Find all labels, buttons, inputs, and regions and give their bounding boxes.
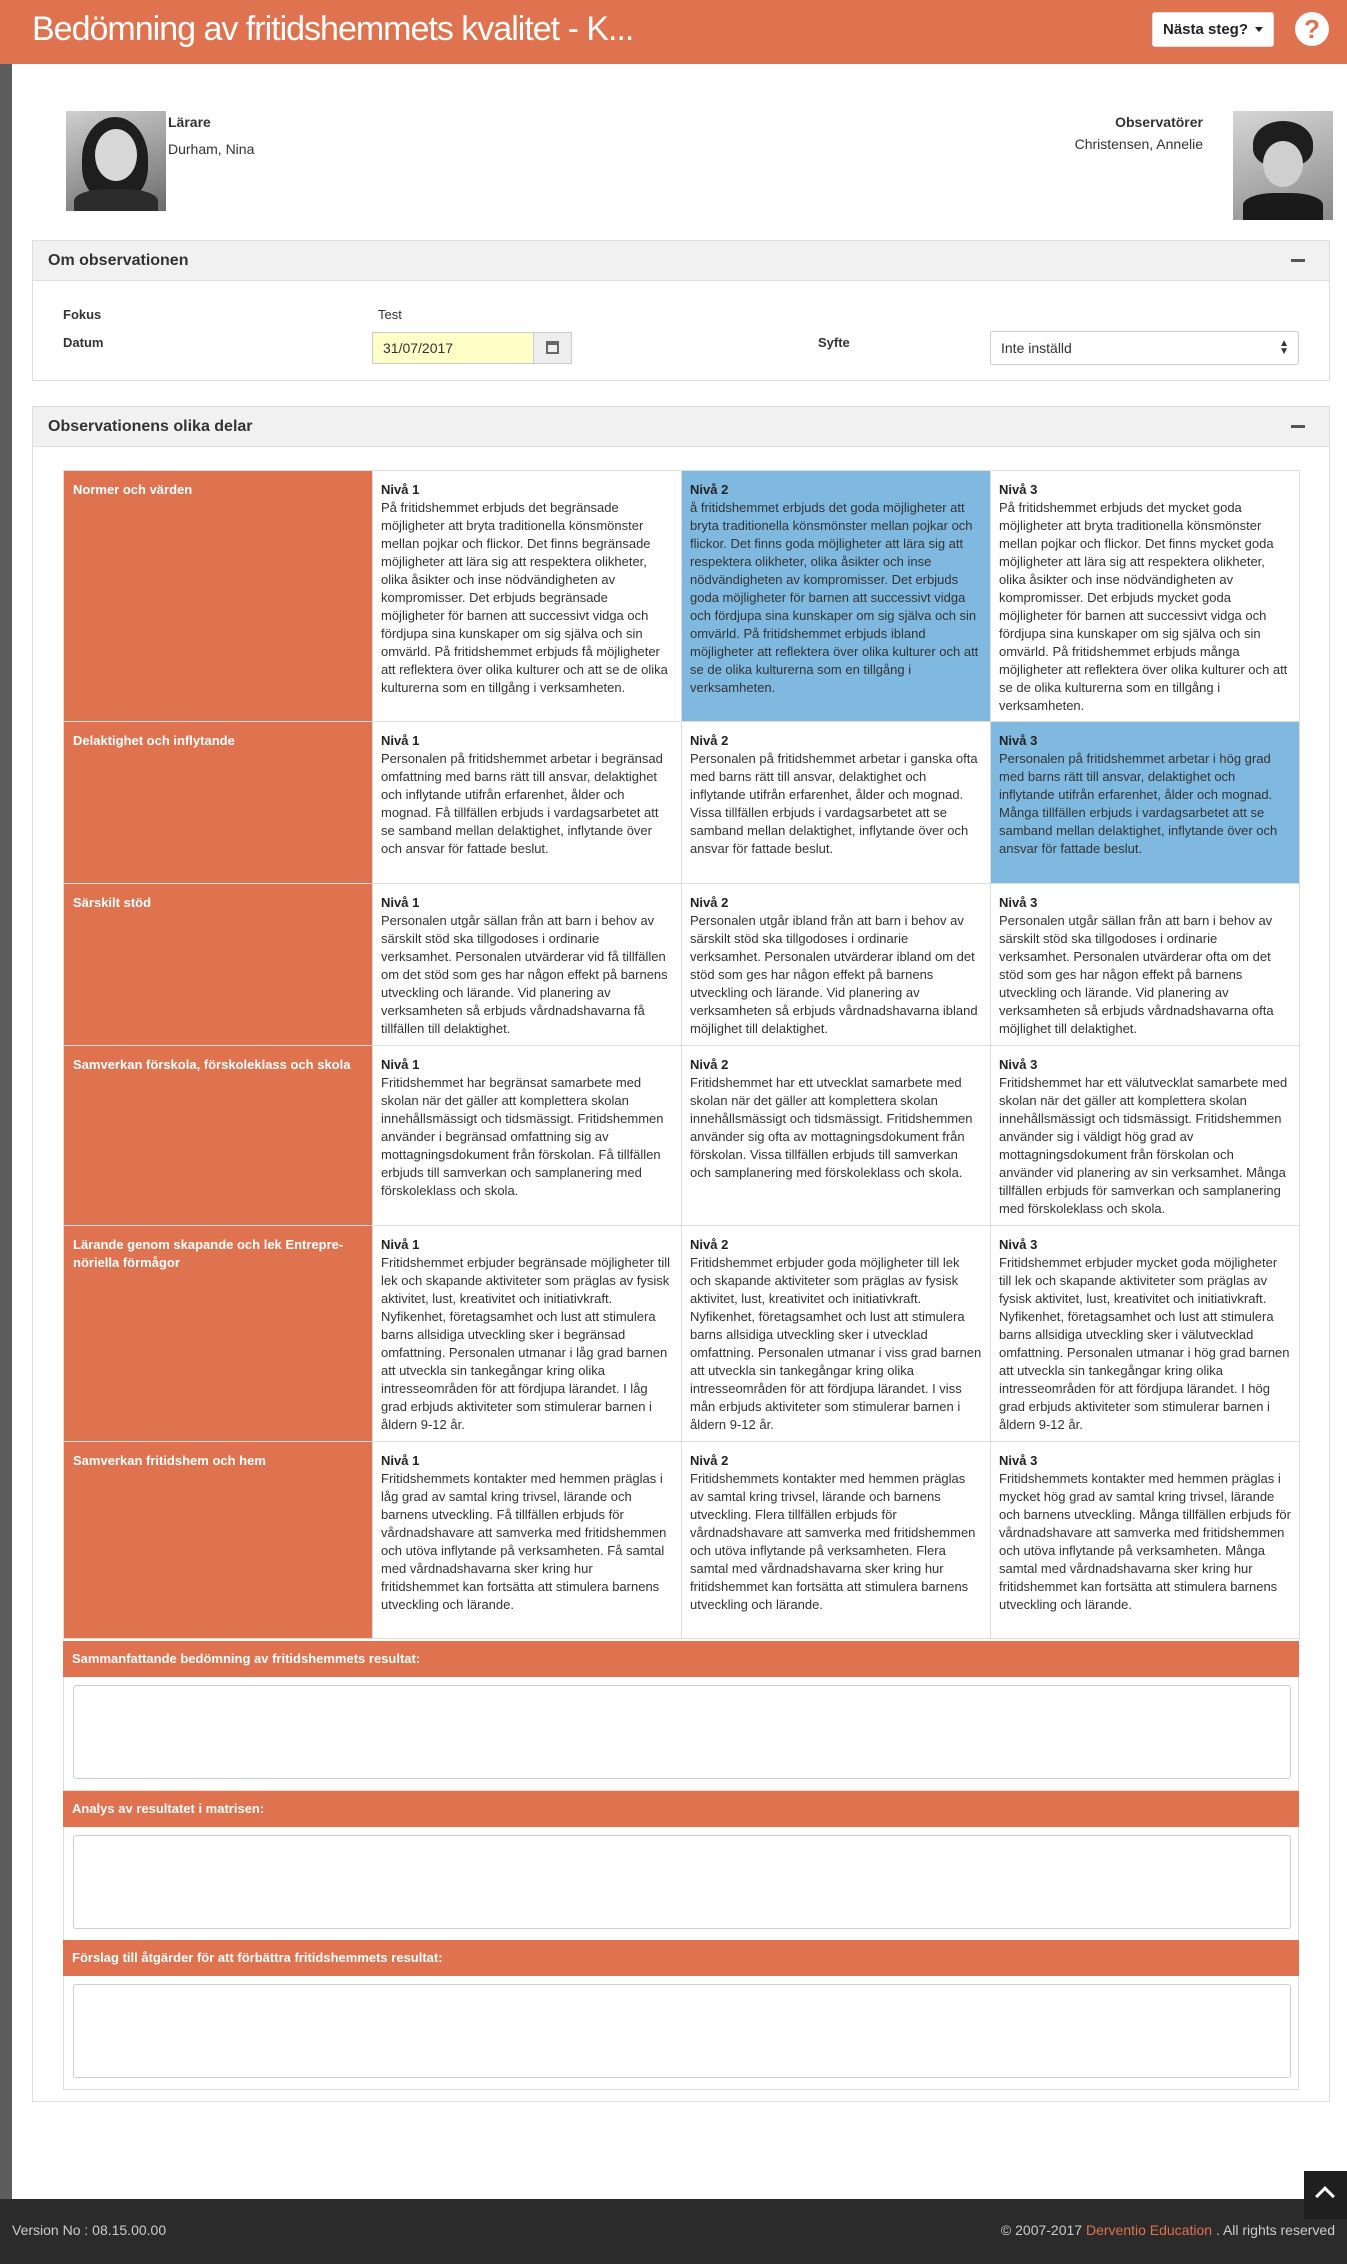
level-label: Nivå 3 — [999, 1057, 1038, 1072]
top-bar — [0, 0, 1347, 64]
matrix-category: Samverkan fritidshem och hem — [64, 1442, 373, 1639]
level-label: Nivå 3 — [999, 895, 1038, 910]
level-cell[interactable] — [991, 1226, 1300, 1442]
about-panel-title: Om observationen — [48, 252, 189, 269]
level-cell[interactable] — [373, 471, 682, 722]
observer-avatar — [1233, 111, 1333, 220]
calendar-button[interactable] — [534, 333, 571, 363]
level-description: Personalen utgår sällan från att barn i behov av särskilt stöd ska tillgodoses i ordinarie verksamhet. Personalen utvärderar vid få tillfällen om det stöd som ges har någon effekt på barnens utveckling och lärande. Vid planering av verksamheten så erbjuds vårdnadshavarna få tillfällen till delaktighet. — [381, 913, 668, 1036]
analysis-label: Analys av resultatet i matrisen: — [63, 1791, 1299, 1827]
summary-area — [63, 1677, 1299, 1791]
rights-text: . All rights reserved — [1215, 2222, 1335, 2238]
level-label: Nivå 3 — [999, 733, 1038, 748]
level-label: Nivå 2 — [690, 1057, 729, 1072]
level-description: Fritidshemmets kontakter med hemmen präglas i mycket hög grad av samtal kring trivsel, lärande och barnens utveckling. Många tillfällen erbjuds för vårdnadshavare att samverka med fritidshemmen och utöva inflytande på verksamheten. Många samtal med vårdnadshavarna sker kring hur fritidshemmet kan fortsätta att stimulera barnens utveckling och lärande. — [999, 1471, 1291, 1612]
level-cell[interactable] — [373, 1442, 682, 1639]
level-cell[interactable] — [373, 1226, 682, 1442]
level-label: Nivå 2 — [690, 895, 729, 910]
level-label: Nivå 2 — [690, 1453, 729, 1468]
proposals-area — [63, 1976, 1299, 2090]
level-description: å fritidshemmet erbjuds det goda möjligheter att bryta traditionella könsmönster mellan pojkar och flickor. Det finns goda möjligheter att lära sig att respektera olikheter, olika åsikter och inse nödvändigheten av kompromisser. Det erbjuds goda möjligheter för barnen att successivt vidga och fördjupa sina kunskaper om sig själva och sin omvärld. På fritidshemmet erbjuds ibland möjligheter att reflektera över olika kulturer och att se de olika kulturerna som en tillgång i verksamheten. — [690, 500, 979, 695]
matrix-row — [64, 1226, 1300, 1442]
matrix-row — [64, 884, 1300, 1046]
matrix-row — [64, 722, 1300, 884]
level-label: Nivå 3 — [999, 1237, 1038, 1252]
level-cell[interactable] — [991, 471, 1300, 722]
level-cell[interactable] — [682, 1046, 991, 1226]
matrix-row — [64, 471, 1300, 722]
level-cell-selected[interactable] — [682, 471, 991, 722]
date-picker — [372, 332, 572, 364]
level-label: Nivå 1 — [381, 733, 420, 748]
purpose-selected-value: Inte inställd — [1001, 340, 1072, 356]
level-label: Nivå 1 — [381, 895, 420, 910]
copyright-year: © 2007-2017 — [1000, 2222, 1083, 2238]
page-title: Bedömning av fritidshemmets kvalitet - K... — [32, 10, 634, 48]
left-edge-strip — [0, 64, 12, 2199]
level-description: Fritidshemmet har ett välutvecklat samarbete med skolan när det gäller att komplettera skolan innehållsmässigt och tidsmässigt. Fritidshemmen använder sig i väldigt hög grad av mottagningsdokument från förskolan och använder vid planering av sin verksamhet. Många tillfällen erbjuds för samverkan och samplanering med förskoleklass och skola. — [999, 1075, 1288, 1216]
parts-panel-title: Observationens olika delar — [48, 418, 253, 435]
level-cell[interactable] — [682, 1226, 991, 1442]
level-cell[interactable] — [373, 884, 682, 1046]
level-description: På fritidshemmet erbjuds det mycket goda möjligheter att bryta traditionella könsmönster mellan pojkar och flickor. Det finns mycket goda möjligheter att lära sig att respektera olikheter, olika åsikter och inse nödvändigheten av kompromisser. Det erbjuds mycket goda möjligheter för barnen att successivt vidga och fördjupa sina kunskaper om sig själva och sin omvärld. På fritidshemmet erbjuds många möjligheter att reflektera över olika kulturer och att se de olika kulturerna som en tillgång i verksamheten. — [999, 500, 1288, 713]
purpose-label: Syfte — [818, 335, 850, 350]
calendar-icon — [546, 341, 559, 354]
level-description: På fritidshemmet erbjuds det begränsade möjligheter att bryta traditionella könsmönster mellan pojkar och flickor. Det finns begränsade möjligheter att lära sig att respektera olikheter, olika åsikter och inse nödvändigheten av kompromisser. Det erbjuds begränsade möjligheter för barnen att successivt vidga och fördjupa sina kunskaper om sig själva och sin omvärld. På fritidshemmet erbjuds få möjligheter att reflektera över olika kulturer och att se de olika kulturerna som en tillgång i verksamheten. — [381, 500, 668, 695]
level-label: Nivå 2 — [690, 733, 729, 748]
about-panel-header[interactable] — [33, 241, 1329, 281]
level-description: Fritidshemmet erbjuder begränsade möjligheter till lek och skapande aktiviteter som präglas av fysisk aktivitet, lust, kreativitet och initiativkraft. Nyfikenhet, företagsamhet och lust att stimulera barns allsidiga utveckling sker i begränsad omfattning. Personalen utmanar i låg grad barnen att utveckla sin tankegångar kring olika intresseområden för att fördjupa lärandet. I låg grad erbjuds aktiviteter som stimulerar barnen i åldern 9-12 år. — [381, 1255, 671, 1432]
date-field[interactable] — [373, 333, 534, 363]
matrix-row — [64, 1442, 1300, 1639]
level-description: Personalen på fritidshemmet arbetar i begränsad omfattning med barns rätt till ansvar, delaktighet och inflytande utifrån erfarenhet, ålder och mognad. Få tillfällen erbjuds i vardagsarbetet att se samband mellan delaktighet, inflytande över och ansvar för fattade beslut. — [381, 751, 663, 856]
level-label: Nivå 1 — [381, 1057, 420, 1072]
level-description: Fritidshemmet har begränsat samarbete med skolan när det gäller att komplettera skolan innehållsmässigt och tidsmässigt. Fritidshemmen använder i begränsad omfattning sig av mottagningsdokument från förskolan. Få tillfällen erbjuds till samverkan och samplanering med förskoleklass och skola. — [381, 1075, 664, 1198]
matrix-category: Delaktighet och inflytande — [64, 722, 373, 884]
proposals-textarea[interactable] — [73, 1984, 1291, 2078]
level-cell[interactable] — [682, 1442, 991, 1639]
focus-value: Test — [378, 307, 402, 322]
analysis-textarea[interactable] — [73, 1835, 1291, 1929]
matrix-category: Särskilt stöd — [64, 884, 373, 1046]
scroll-to-top-button[interactable] — [1304, 2171, 1347, 2219]
matrix-category: Normer och värden — [64, 471, 373, 722]
caret-down-icon — [1255, 27, 1263, 32]
level-cell[interactable] — [373, 722, 682, 884]
focus-label: Fokus — [63, 307, 102, 322]
level-description: Personalen utgår sällan från att barn i behov av särskilt stöd ska tillgodoses i ordinarie verksamhet. Personalen utvärderar ofta om det stöd som ges har någon effekt på barnens utveckling och lärande. Vid planering av verksamheten så erbjuds vårdnadshavarna ofta möjlighet till delaktighet. — [999, 913, 1274, 1036]
level-cell[interactable] — [991, 1046, 1300, 1226]
collapse-icon[interactable] — [1291, 425, 1305, 428]
help-icon[interactable]: ? — [1295, 12, 1329, 46]
summary-label: Sammanfattande bedömning av fritidshemmets resultat: — [63, 1641, 1299, 1677]
matrix-category: Samverkan förskola, förskoleklass och skola — [64, 1046, 373, 1226]
level-cell[interactable] — [991, 1442, 1300, 1639]
matrix-row — [64, 1046, 1300, 1226]
level-cell-selected[interactable] — [991, 722, 1300, 884]
parts-panel-header[interactable] — [33, 407, 1329, 447]
level-description: Fritidshemmet erbjuder goda möjligheter till lek och skapande aktiviteter som präglas av fysisk aktivitet, lust, kreativitet och initiativkraft. Nyfikenhet, företagsamhet och lust att stimulera barns allsidiga utveckling sker i utvecklad omfattning. Personalen utmanar i viss grad barnen att utveckla sin tankegångar kring olika intresseområden för att fördjupa lärandet. I viss mån erbjuds aktiviteter som stimulerar barnen i åldern 9-12 år. — [690, 1255, 982, 1432]
footer — [0, 2199, 1347, 2264]
next-step-label: Nästa steg? — [1162, 21, 1249, 38]
level-cell[interactable] — [682, 722, 991, 884]
teacher-avatar — [66, 111, 166, 211]
level-description: Fritidshemmets kontakter med hemmen präglas av samtal kring trivsel, lärande och barnens utveckling. Flera tillfällen erbjuds för vårdnadshavare att samverka med fritidshemmen och utöva inflytande på verksamheten. Flera samtal med vårdnadshavarna sker kring hur fritidshemmet kan fortsätta att stimulera barnens utveckling och lärande. — [690, 1471, 976, 1612]
copyright-text — [1001, 2222, 1335, 2238]
summary-textarea[interactable] — [73, 1685, 1291, 1779]
teacher-name: Durham, Nina — [168, 141, 255, 157]
level-label: Nivå 3 — [999, 482, 1038, 497]
observer-name: Christensen, Annelie — [1074, 136, 1203, 152]
level-description: Fritidshemmet har ett utvecklat samarbete med skolan när det gäller att komplettera skolan innehållsmässigt och tidsmässigt. Fritidshemmen använder sig ofta av mottagningsdokument från förskolan. Vissa tillfällen erbjuds till samverkan och samplanering med förskoleklass och skola. — [690, 1075, 973, 1180]
level-cell[interactable] — [682, 884, 991, 1046]
rubric-matrix — [63, 470, 1300, 1639]
select-arrows-icon: ▲ ▼ — [1279, 338, 1289, 357]
level-cell[interactable] — [991, 884, 1300, 1046]
brand-link[interactable]: Derventio Education — [1085, 2222, 1213, 2238]
level-label: Nivå 3 — [999, 1453, 1038, 1468]
level-description: Fritidshemmet erbjuder mycket goda möjligheter till lek och skapande aktiviteter som präglas av fysisk aktivitet, lust, kreativitet och initiativkraft. Nyfikenhet, företagsamhet och lust att stimulera barns allsidiga utveckling sker i välutvecklad omfattning. Personalen utmanar i hög grad barnen att utveckla sin tankegångar kring olika intresseområden för att fördjupa lärandet. I hög grad erbjuds aktiviteter som stimulerar barnen i åldern 9-12 år. — [999, 1255, 1290, 1432]
level-description: Personalen utgår ibland från att barn i behov av särskilt stöd ska tillgodoses i ordinarie verksamhet. Personalen utvärderar ibland om det stöd som ges har någon effekt på barnens utveckling och lärande. Vid planering av verksamheten så erbjuds vårdnadshavarna ibland möjlighet till delaktighet. — [690, 913, 978, 1036]
level-description: Personalen på fritidshemmet arbetar i hög grad med barns rätt till ansvar, delaktighet och inflytande utifrån erfarenhet, ålder och mognad. Många tillfällen erbjuds i vardagsarbetet att se samband mellan delaktighet, inflytande över och ansvar för fattade beslut. — [999, 751, 1278, 856]
matrix-category: Lärande genom skapande och lek Entrepre-nöriella förmågor — [64, 1226, 373, 1442]
level-label: Nivå 1 — [381, 1453, 420, 1468]
chevron-up-icon — [1315, 2186, 1335, 2206]
level-description: Personalen på fritidshemmet arbetar i ganska ofta med barns rätt till ansvar, delaktighet och inflytande utifrån erfarenhet, ålder och mognad. Vissa tillfällen erbjuds i vardagsarbetet att se samband mellan delaktighet, inflytande över och ansvar för fattade beslut. — [690, 751, 978, 856]
level-label: Nivå 1 — [381, 482, 420, 497]
observers-label: Observatörer — [1115, 114, 1203, 130]
date-label: Datum — [63, 335, 104, 350]
teacher-label: Lärare — [168, 114, 211, 130]
next-step-button[interactable] — [1152, 12, 1274, 47]
level-label: Nivå 1 — [381, 1237, 420, 1252]
level-cell[interactable] — [373, 1046, 682, 1226]
collapse-icon[interactable] — [1291, 259, 1305, 262]
level-description: Fritidshemmets kontakter med hemmen präglas i låg grad av samtal kring trivsel, lärande och barnens utveckling. Få tillfällen erbjuds för vårdnadshavare att samverka med fritidshemmen och utöva inflytande på verksamheten. Få samtal med vårdnadshavarna sker kring hur fritidshemmet kan fortsätta att stimulera barnens utveckling och lärande. — [381, 1471, 667, 1612]
purpose-select[interactable] — [990, 331, 1299, 365]
level-label: Nivå 2 — [690, 482, 729, 497]
version-text: Version No : 08.15.00.00 — [12, 2222, 167, 2238]
proposals-label: Förslag till åtgärder för att förbättra fritidshemmets resultat: — [63, 1940, 1299, 1976]
analysis-area — [63, 1827, 1299, 1941]
level-label: Nivå 2 — [690, 1237, 729, 1252]
